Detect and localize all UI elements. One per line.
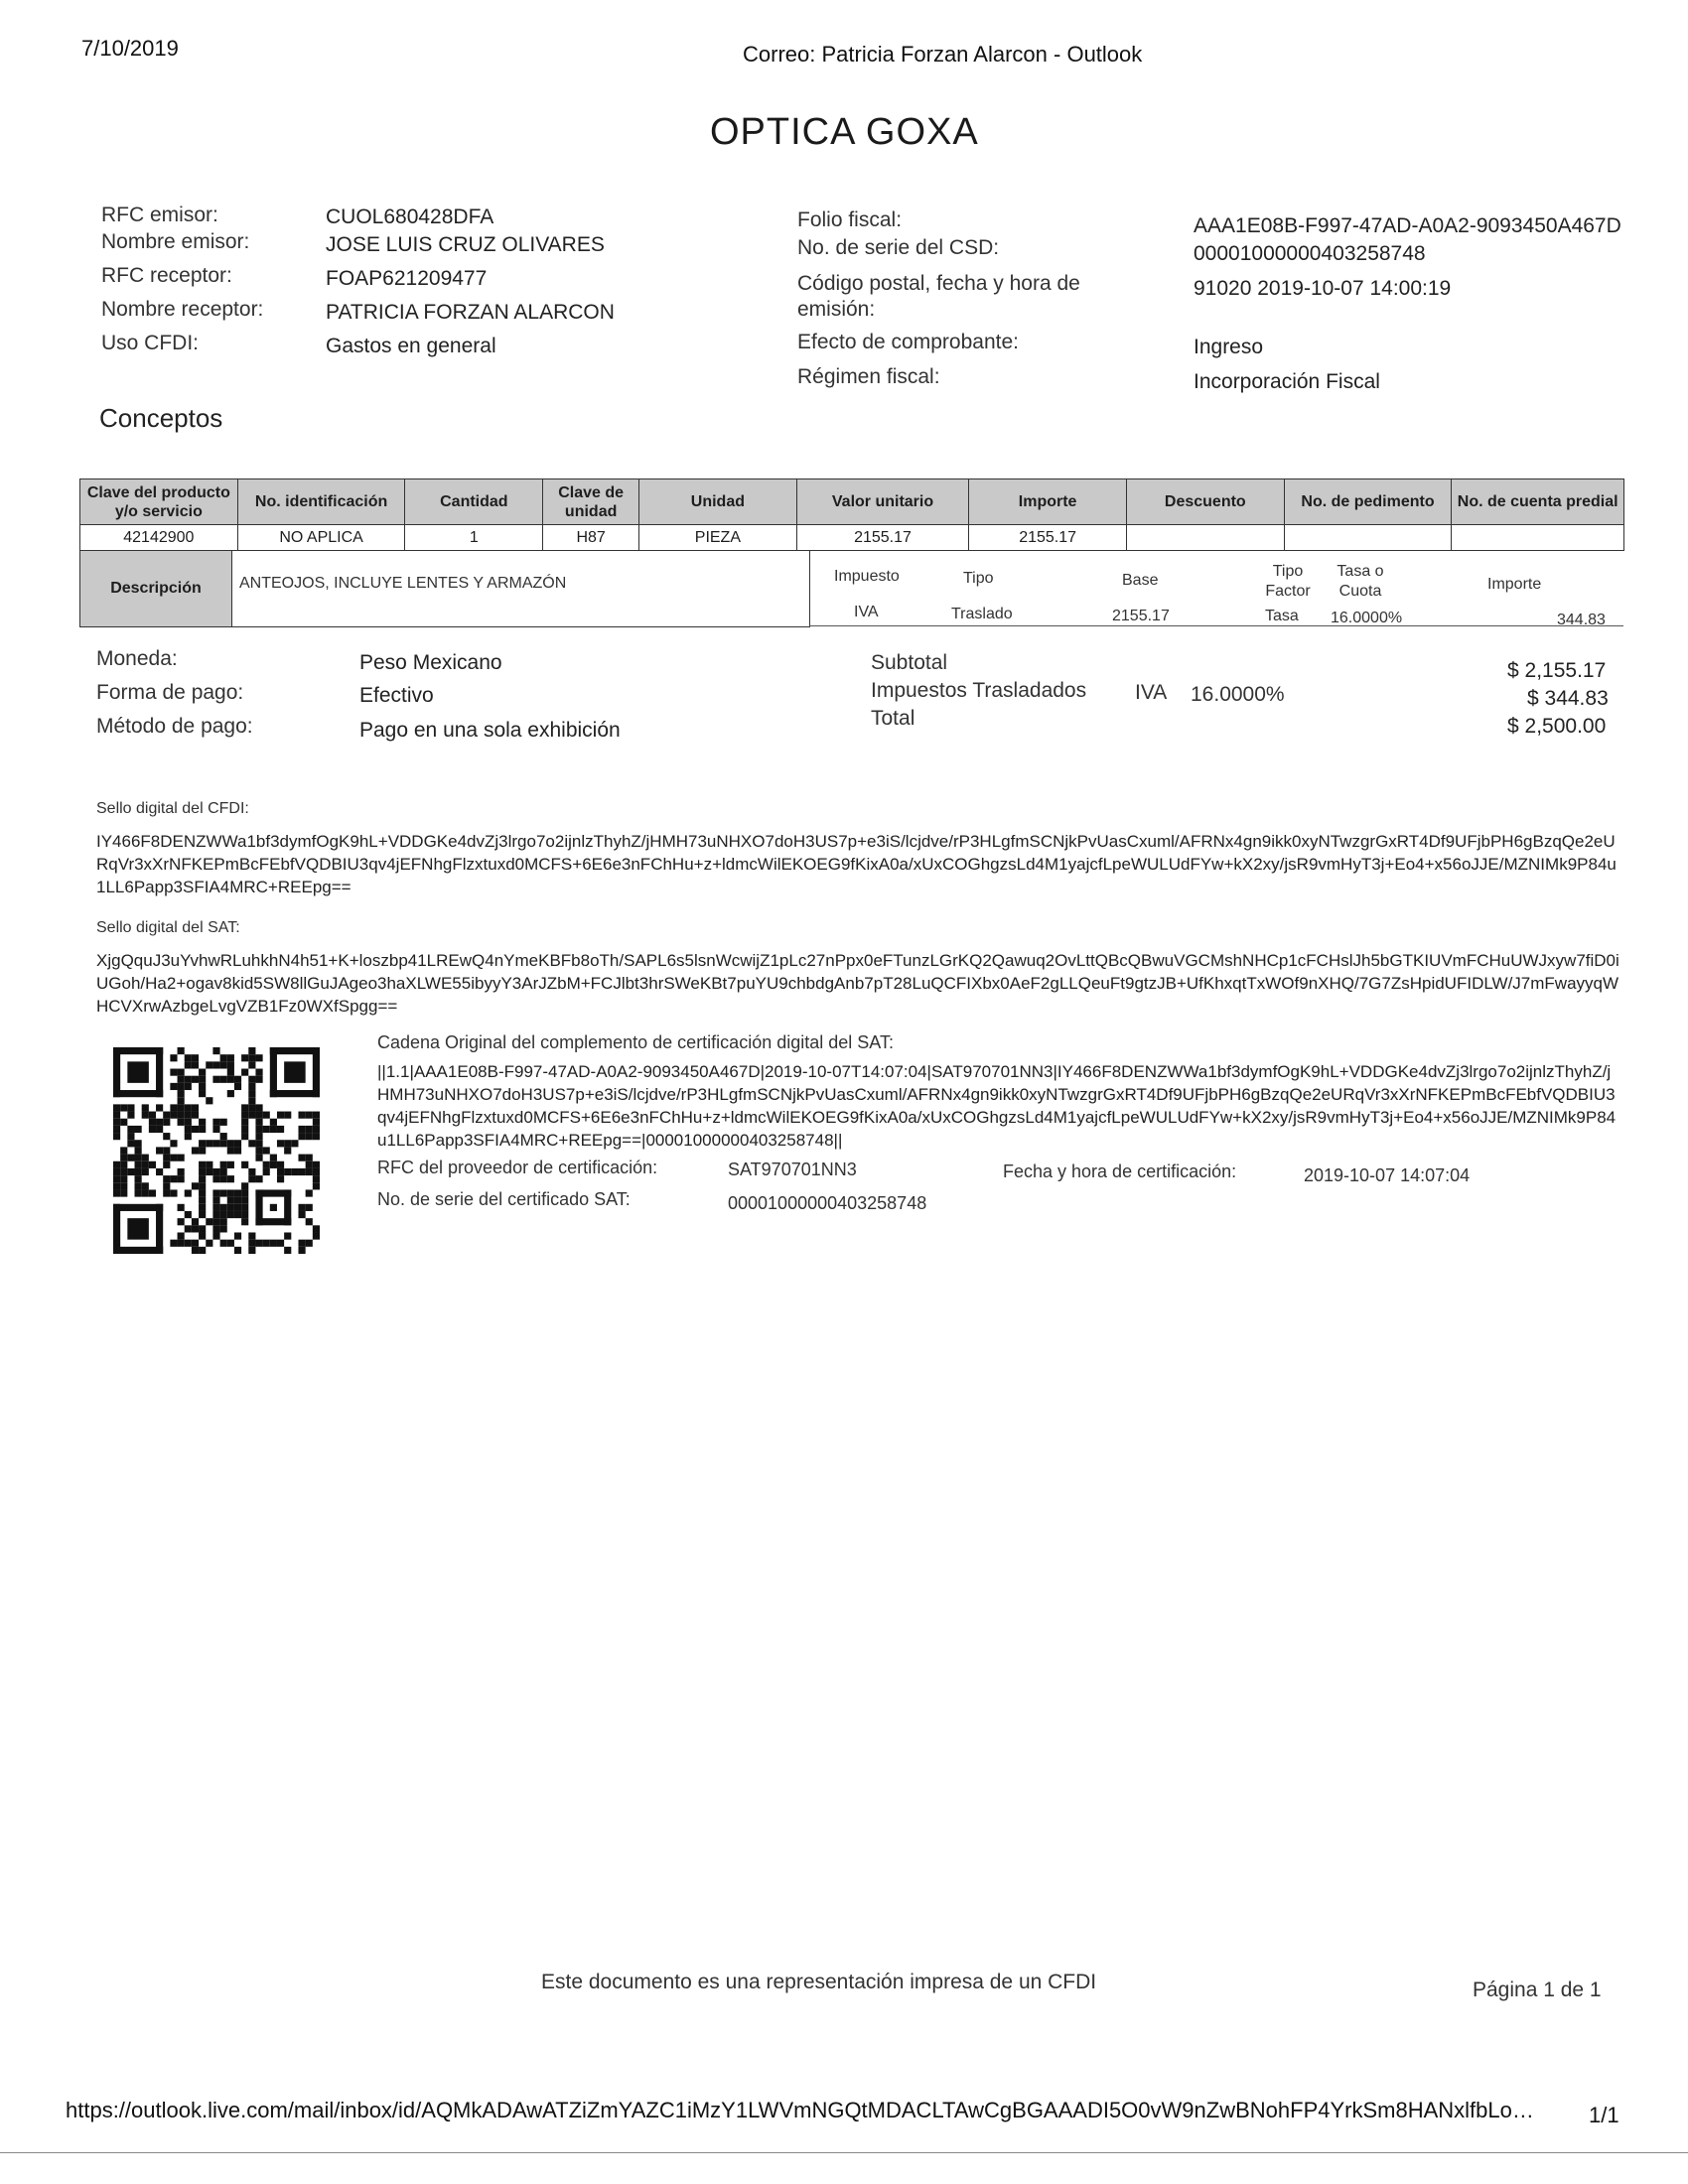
total-value: $ 2,500.00 <box>1507 715 1607 738</box>
footer-note: Este documento es una representación impresa de un CFDI <box>541 1971 1097 1993</box>
tax-h-tasa-cuota: Tasa o Cuota <box>1336 563 1384 600</box>
cadena-text: ||1.1|AAA1E08B-F997-47AD-A0A2-9093450A467D|2019-10-07T14:07:04|SAT970701NN3|IY466F8DENZWWa1bf3dymfOgK9hL+VDDGKe4dvZj3lrgo7o2ijnlzThyhZ/jHMH73uNHXO7doH3US7p+e3iS/lcjdve/rP3HLgfmSCNjkPvUasCxuml/AFRNx4gn9ikk0xyNTwzgrGxRT4Df9UFjbPH6gBzqQe2eURqVr3xXrNFKEPmBcFEbfVQDBIU3qv4jEFNhgFlzxtuxd0MCFS+6E6e3nFChHu+z+ldmcWilEKOEG9fKixA0a/xUxCOGhgzsLd4M1yajcfLpeWULUdFYw+kX2xy/jsR9vmHyT3j+Eo4+x56oJJE/MZNIMk9P84u1LL6Papp3SFIA4MRC+REEpg==|00001000000403258748|| <box>377 1062 1617 1150</box>
cell-no-identificacion: NO APLICA <box>237 525 405 551</box>
window-title: Correo: Patricia Forzan Alarcon - Outlook <box>743 42 1143 67</box>
cell-clave-producto: 42142900 <box>80 525 238 551</box>
moneda-value: Peso Mexicano <box>359 651 502 674</box>
nombre-receptor-value: PATRICIA FORZAN ALARCON <box>326 301 615 324</box>
tax-h-importe: Importe <box>1487 576 1542 593</box>
tax-base: 2155.17 <box>1112 608 1170 624</box>
nombre-emisor-label: Nombre emisor: <box>101 230 250 253</box>
qr-code <box>113 1047 320 1254</box>
nombre-receptor-label: Nombre receptor: <box>101 298 264 321</box>
rfc-proveedor-value: SAT970701NN3 <box>728 1160 857 1179</box>
tax-tasa: 16.0000% <box>1331 610 1403 626</box>
th-cuenta-predial: No. de cuenta predial <box>1452 479 1624 525</box>
rfc-receptor-value: FOAP621209477 <box>326 267 488 290</box>
print-url: https://outlook.live.com/mail/inbox/id/AQMkADAwATZiZmYAZC1iMzY1LWVmNGQtMDACLTAwCgBGAAADI5O0vW9nZwBNohFP4YrkSm8HANxlfbLo… <box>66 2098 1534 2122</box>
impuestos-value: $ 344.83 <box>1527 687 1609 710</box>
tax-h-base: Base <box>1122 572 1159 589</box>
total-label: Total <box>871 707 915 730</box>
metodo-pago-label: Método de pago: <box>96 715 253 738</box>
cp-value: 91020 2019-10-07 14:00:19 <box>1194 277 1452 300</box>
sello-cfdi-label: Sello digital del CFDI: <box>96 800 249 817</box>
cell-cantidad: 1 <box>405 525 543 551</box>
cp-label-line1: Código postal, fecha y hora de <box>797 272 1080 295</box>
impuestos-label: Impuestos Trasladados <box>871 679 1087 702</box>
cell-descuento <box>1126 525 1284 551</box>
fecha-cert-value: 2019-10-07 14:07:04 <box>1304 1165 1471 1185</box>
print-page: 1/1 <box>1589 2103 1619 2127</box>
th-no-identificacion: No. identificación <box>237 479 405 525</box>
forma-pago-label: Forma de pago: <box>96 681 244 704</box>
cp-label-line2: emisión: <box>797 298 876 321</box>
rfc-proveedor-label: RFC del proveedor de certificación: <box>377 1158 658 1177</box>
page-label: Página 1 de 1 <box>1473 1979 1602 2001</box>
description-box <box>79 550 810 627</box>
print-footer-rule <box>0 2152 1688 2153</box>
th-cantidad: Cantidad <box>405 479 543 525</box>
cell-no-pedimento <box>1284 525 1452 551</box>
tax-divider <box>809 625 1623 626</box>
fecha-cert-label: Fecha y hora de certificación: <box>1003 1161 1237 1181</box>
tax-tipo: Traslado <box>951 606 1013 622</box>
th-importe: Importe <box>969 479 1127 525</box>
tax-h-tipo: Tipo <box>963 570 994 587</box>
th-clave-unidad: Clave de unidad <box>543 479 639 525</box>
tax-impuesto: IVA <box>854 604 879 620</box>
description-value: ANTEOJOS, INCLUYE LENTES Y ARMAZÓN <box>239 575 567 592</box>
conceptos-title: Conceptos <box>99 403 223 433</box>
rfc-receptor-label: RFC receptor: <box>101 264 232 287</box>
sello-cfdi-text: IY466F8DENZWWa1bf3dymfOgK9hL+VDDGKe4dvZj3lrgo7o2ijnlzThyhZ/jHMH73uNHXO7doH3US7p+e3iS/lcjdve/rP3HLgfmSCNjkPvUasCxuml/AFRNx4gn9ikk0xyNTwzgrGxRT4Df9UFjbPH6gBzqQe2eURqVr3xXrNFKEPmBcFEbfVQDBIU3qv4jEFNhgFlzxtuxd0MCFS+6E6e3nFChHu+z+ldmcWilEKOEG9fKixA0a/xUxCOGhgzsLd4M1yajcfLpeWULUdFYw+kX2xy/jsR9vmHyT3j+Eo4+x56oJJE/MZNIMk9P84u1LL6Papp3SFIA4MRC+REEpg== <box>96 832 1617 896</box>
serie-cert-value: 00001000000403258748 <box>728 1193 927 1213</box>
sello-sat-label: Sello digital del SAT: <box>96 919 240 936</box>
cell-valor-unitario: 2155.17 <box>796 525 969 551</box>
forma-pago-value: Efectivo <box>359 684 434 707</box>
th-valor-unitario: Valor unitario <box>796 479 969 525</box>
tax-tipo-factor: Tasa <box>1265 608 1299 624</box>
nombre-emisor-value: JOSE LUIS CRUZ OLIVARES <box>326 233 605 256</box>
cadena-label: Cadena Original del complemento de certificación digital del SAT: <box>377 1032 894 1052</box>
impuestos-tax: IVA <box>1135 681 1168 704</box>
subtotal-value: $ 2,155.17 <box>1507 659 1607 682</box>
tax-h-impuesto: Impuesto <box>834 568 900 585</box>
company-name: OPTICA GOXA <box>710 111 979 153</box>
folio-fiscal-value: AAA1E08B-F997-47AD-A0A2-9093450A467D <box>1194 214 1621 237</box>
th-clave-producto: Clave del producto y/o servicio <box>80 479 238 525</box>
uso-cfdi-value: Gastos en general <box>326 335 496 357</box>
sello-sat-text: XjgQquJ3uYvhwRLuhkhN4h51+K+loszbp41LREwQ4nYmeKBFb8oTh/SAPL6s5lsnWcwijZ1pLc27nPpx0eFTunzLGrKQ2Qawuq2OvLttQBcQBwuVGCMshNHCp1cFCHslJh5bGTKIUVmFCHuUWJxyw7fiD0iUGoh/Ha2+ogav8kid5SW8llGuJAgeo3haXLWE55ibyyY3ArJZbM+FCJlbt3hrSWeKBt7puYU9chbdgAnb7pT28LuQCFIXbx0AeF2gLLQeuFt9gtzJB+UfKhxqtTxWOf9nXHQ/7G7ZsHpidUFIDLW/J7mFwayyqWHCVXrwAzbgeLvgVZB1Fz0WXfSpgg== <box>96 951 1619 1016</box>
moneda-label: Moneda: <box>96 647 178 670</box>
tax-h-tipo-factor: Tipo Factor <box>1265 563 1311 600</box>
metodo-pago-value: Pago en una sola exhibición <box>359 719 621 742</box>
description-label: Descripción <box>80 551 232 626</box>
impuestos-rate: 16.0000% <box>1191 683 1285 706</box>
cell-cuenta-predial <box>1452 525 1624 551</box>
subtotal-label: Subtotal <box>871 651 948 674</box>
regimen-value: Incorporación Fiscal <box>1194 370 1380 393</box>
rfc-emisor-label: RFC emisor: <box>101 204 218 226</box>
rfc-emisor-value: CUOL680428DFA <box>326 205 494 228</box>
concept-table <box>79 478 1624 551</box>
th-no-pedimento: No. de pedimento <box>1284 479 1452 525</box>
csd-label: No. de serie del CSD: <box>797 236 1000 259</box>
serie-cert-label: No. de serie del certificado SAT: <box>377 1189 631 1209</box>
efecto-label: Efecto de comprobante: <box>797 331 1019 353</box>
efecto-value: Ingreso <box>1194 336 1264 358</box>
folio-fiscal-label: Folio fiscal: <box>797 208 903 231</box>
cell-importe: 2155.17 <box>969 525 1127 551</box>
uso-cfdi-label: Uso CFDI: <box>101 332 200 354</box>
th-unidad: Unidad <box>639 479 797 525</box>
cell-unidad: PIEZA <box>639 525 797 551</box>
th-descuento: Descuento <box>1126 479 1284 525</box>
cell-clave-unidad: H87 <box>543 525 639 551</box>
regimen-label: Régimen fiscal: <box>797 365 940 388</box>
csd-value: 00001000000403258748 <box>1194 242 1426 265</box>
tax-importe: 344.83 <box>1557 612 1606 628</box>
print-date: 7/10/2019 <box>81 36 179 61</box>
